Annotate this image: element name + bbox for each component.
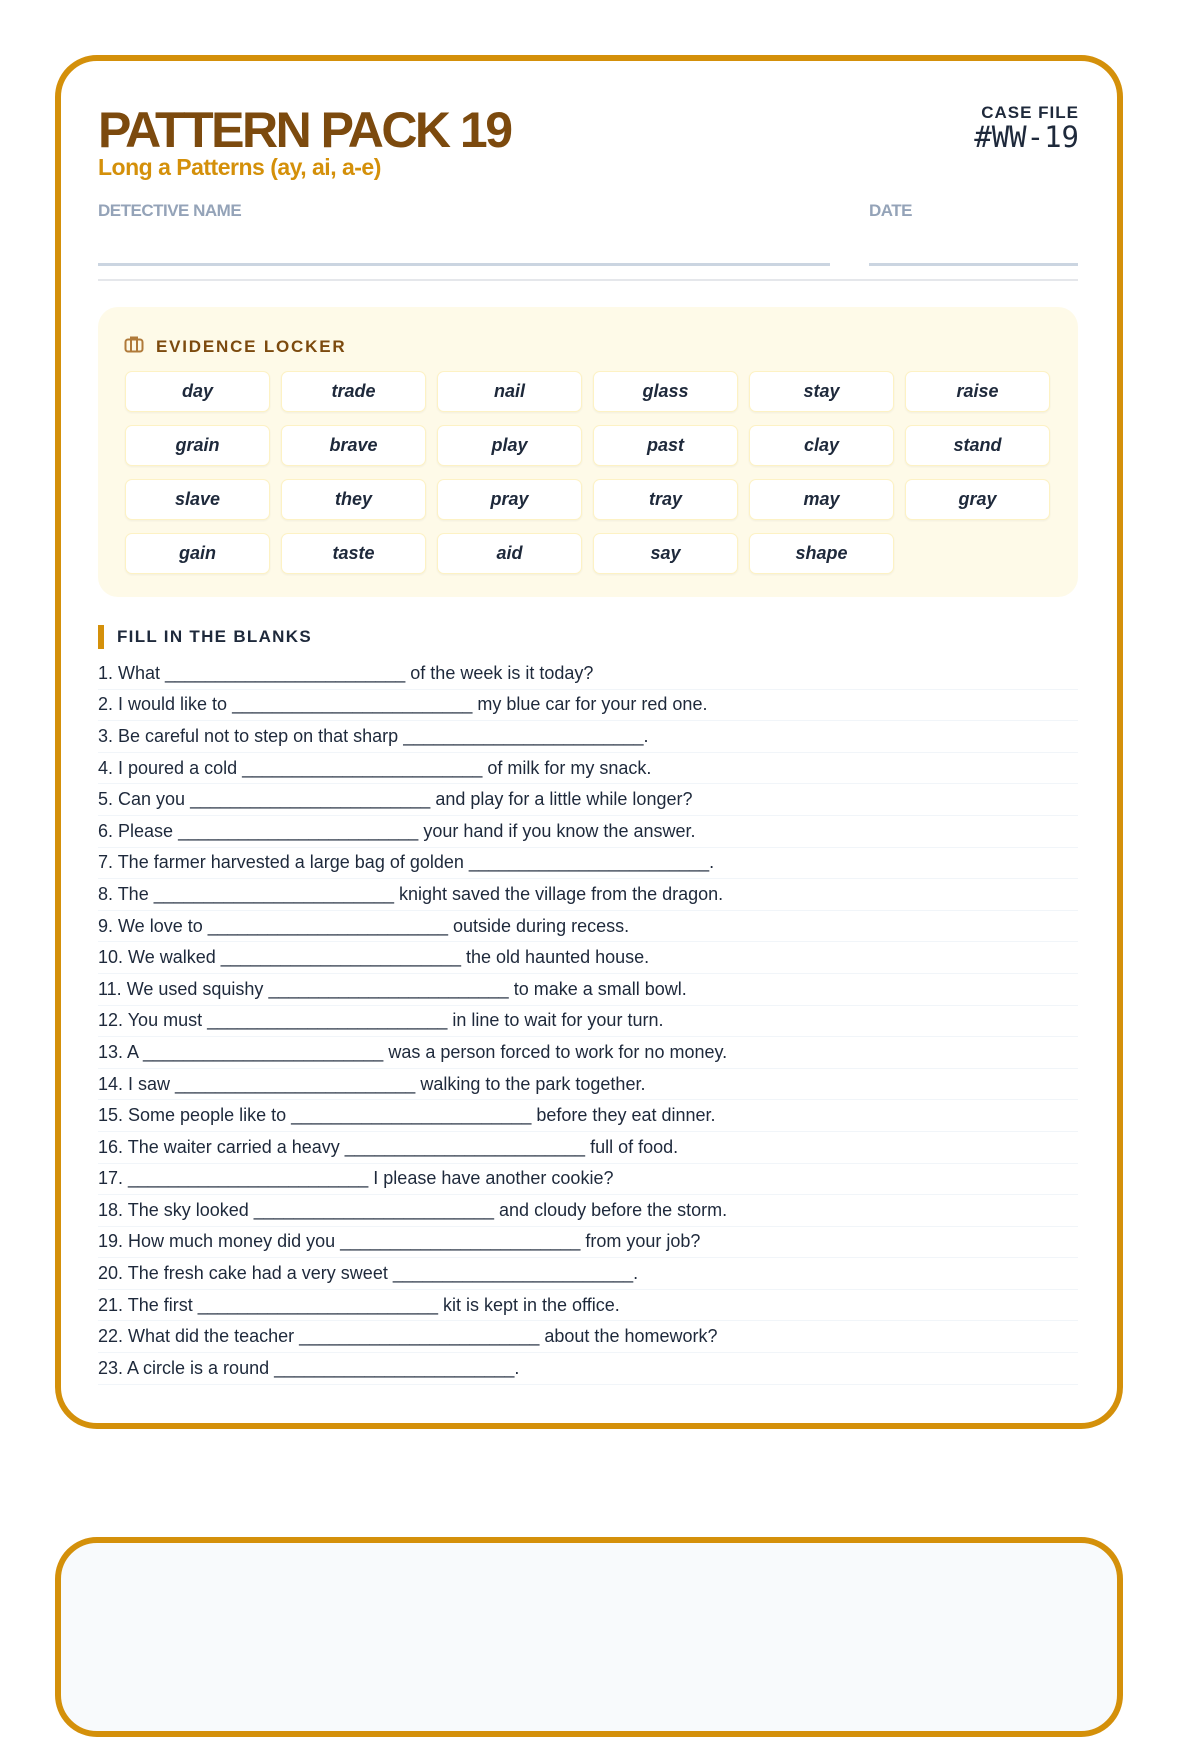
word-chip: aid (437, 533, 582, 574)
worksheet-card (55, 55, 1123, 1429)
case-file-number: #WW-19 (974, 120, 1079, 154)
question-text-after: to make a small bowl. (508, 978, 687, 999)
question-text-after: knight saved the village from the dragon. (393, 883, 724, 904)
question-text-after: full of food. (585, 1136, 679, 1157)
question-text-before: 13. A (98, 1041, 144, 1062)
question-text-before: 14. I saw (98, 1073, 176, 1094)
answer-blank[interactable]: ________________________ (190, 789, 431, 810)
date-label: DATE (869, 201, 913, 220)
question-row (98, 1227, 1078, 1259)
question-text-before: 6. Please (98, 820, 179, 841)
answer-blank[interactable]: ________________________ (153, 883, 394, 904)
question-text-after: . (514, 1357, 520, 1378)
question-row (98, 1195, 1078, 1227)
answer-blank[interactable]: ________________________ (344, 1136, 586, 1157)
page-title: PATTERN PACK 19 (98, 102, 511, 158)
answer-blank[interactable]: ________________________ (207, 915, 448, 936)
question-row (98, 816, 1078, 848)
word-bank (125, 371, 1050, 574)
question-row (98, 1100, 1078, 1132)
question-text-before: 10. We walked (98, 947, 221, 968)
answer-blank[interactable]: ________________________ (197, 1294, 438, 1315)
question-text-before: 5. Can you (98, 789, 191, 810)
answer-blank[interactable]: ________________________ (299, 1326, 540, 1347)
page-subtitle: Long a Patterns (ay, ai, a-e) (98, 154, 381, 180)
question-text-after: outside during recess. (448, 915, 630, 936)
word-chip: they (281, 479, 426, 520)
question-text-after: and play for a little while longer? (430, 789, 693, 810)
question-text-before: 2. I would like to (98, 694, 233, 715)
question-row (98, 784, 1078, 816)
answer-blank[interactable]: ________________________ (340, 1231, 581, 1252)
question-text-after: . (633, 1263, 639, 1284)
answer-blank[interactable]: ________________________ (403, 725, 644, 746)
question-row (98, 942, 1078, 974)
answer-blank[interactable]: ________________________ (268, 978, 509, 999)
question-row (98, 1132, 1078, 1164)
briefcase-icon (124, 335, 144, 358)
question-row (98, 1006, 1078, 1038)
question-text-after: kit is kept in the office. (437, 1294, 620, 1315)
question-text-before: 9. We love to (98, 915, 208, 936)
word-chip: stay (749, 371, 894, 412)
question-row (98, 690, 1078, 722)
question-list (98, 658, 1078, 1385)
word-chip: brave (281, 425, 426, 466)
question-row (98, 1353, 1078, 1385)
question-text-after: before they eat dinner. (531, 1105, 716, 1126)
word-chip: gray (905, 479, 1050, 520)
question-row (98, 1069, 1078, 1101)
question-row (98, 1164, 1078, 1196)
answer-blank[interactable]: ________________________ (220, 947, 461, 968)
question-row (98, 911, 1078, 943)
fill-section-header (98, 625, 312, 649)
question-text-before: 21. The first (98, 1294, 198, 1315)
answer-blank[interactable]: ________________________ (291, 1105, 532, 1126)
answer-blank[interactable]: ________________________ (128, 1168, 369, 1189)
question-row (98, 658, 1078, 690)
question-text-after: in line to wait for your turn. (447, 1010, 664, 1031)
word-chip: day (125, 371, 270, 412)
question-text-after: I please have another cookie? (368, 1168, 614, 1189)
question-text-after: . (709, 852, 715, 873)
accent-bar (98, 625, 104, 649)
question-text-after: from your job? (580, 1231, 701, 1252)
word-chip: glass (593, 371, 738, 412)
answer-blank[interactable]: ________________________ (232, 694, 473, 715)
question-text-after: was a person forced to work for no money. (383, 1041, 728, 1062)
word-chip: shape (749, 533, 894, 574)
question-text-after: walking to the park together. (415, 1073, 646, 1094)
question-text-after: of milk for my snack. (482, 757, 652, 778)
question-text-after: my blue car for your red one. (472, 694, 708, 715)
question-row (98, 1290, 1078, 1322)
evidence-locker (98, 307, 1078, 597)
question-text-after: your hand if you know the answer. (418, 820, 696, 841)
answer-blank[interactable]: ________________________ (468, 852, 710, 873)
question-text-before: 18. The sky looked (98, 1199, 254, 1220)
question-row (98, 1321, 1078, 1353)
divider (98, 279, 1078, 281)
word-chip: raise (905, 371, 1050, 412)
answer-blank[interactable]: ________________________ (253, 1199, 495, 1220)
date-field[interactable] (869, 263, 1078, 266)
question-text-before: 7. The farmer harvested a large bag of golden (98, 852, 469, 873)
question-text-after: the old haunted house. (461, 947, 650, 968)
question-text-before: 8. The (98, 883, 154, 904)
word-chip: nail (437, 371, 582, 412)
question-text-before: 12. You must (98, 1010, 208, 1031)
word-chip: play (437, 425, 582, 466)
question-text-before: 20. The fresh cake had a very sweet (98, 1263, 393, 1284)
evidence-locker-title: EVIDENCE LOCKER (156, 336, 347, 356)
question-text-before: 19. How much money did you (98, 1231, 341, 1252)
question-text-before: 4. I poured a cold (98, 757, 243, 778)
question-row (98, 848, 1078, 880)
answer-blank[interactable]: ________________________ (392, 1263, 634, 1284)
word-chip: say (593, 533, 738, 574)
word-chip: trade (281, 371, 426, 412)
word-chip: stand (905, 425, 1050, 466)
question-row (98, 753, 1078, 785)
fill-section-title: FILL IN THE BLANKS (117, 627, 312, 646)
question-text-before: 17. (98, 1168, 129, 1189)
question-row (98, 974, 1078, 1006)
question-text-after: about the homework? (539, 1326, 718, 1347)
question-text-before: 15. Some people like to (98, 1105, 292, 1126)
next-page-card (55, 1537, 1123, 1737)
question-row (98, 1037, 1078, 1069)
question-text-after: of the week is it today? (405, 662, 594, 683)
word-chip: may (749, 479, 894, 520)
question-text-before: 22. What did the teacher (98, 1326, 300, 1347)
word-chip: clay (749, 425, 894, 466)
question-row (98, 879, 1078, 911)
question-text-after: and cloudy before the storm. (494, 1199, 728, 1220)
word-chip: gain (125, 533, 270, 574)
answer-blank[interactable]: ________________________ (242, 757, 483, 778)
question-row (98, 721, 1078, 753)
word-chip: pray (437, 479, 582, 520)
word-chip: taste (281, 533, 426, 574)
question-text-before: 23. A circle is a round (98, 1357, 275, 1378)
word-chip: grain (125, 425, 270, 466)
detective-name-label: DETECTIVE NAME (98, 201, 242, 220)
evidence-locker-header (124, 335, 346, 358)
answer-blank[interactable]: ________________________ (274, 1357, 515, 1378)
answer-blank[interactable]: ________________________ (178, 820, 419, 841)
answer-blank[interactable]: ________________________ (165, 662, 406, 683)
answer-blank[interactable]: ________________________ (143, 1041, 384, 1062)
question-text-after: . (643, 725, 649, 746)
case-file (974, 103, 1079, 154)
question-row (98, 1258, 1078, 1290)
question-text-before: 11. We used squishy (98, 978, 269, 999)
question-text-before: 1. What (98, 662, 166, 683)
detective-name-field[interactable] (98, 263, 830, 266)
answer-blank[interactable]: ________________________ (175, 1073, 416, 1094)
case-file-label: CASE FILE (981, 103, 1079, 122)
question-text-before: 3. Be careful not to step on that sharp (98, 725, 404, 746)
word-chip: past (593, 425, 738, 466)
question-text-before: 16. The waiter carried a heavy (98, 1136, 345, 1157)
word-chip: tray (593, 479, 738, 520)
answer-blank[interactable]: ________________________ (207, 1010, 448, 1031)
word-chip: slave (125, 479, 270, 520)
